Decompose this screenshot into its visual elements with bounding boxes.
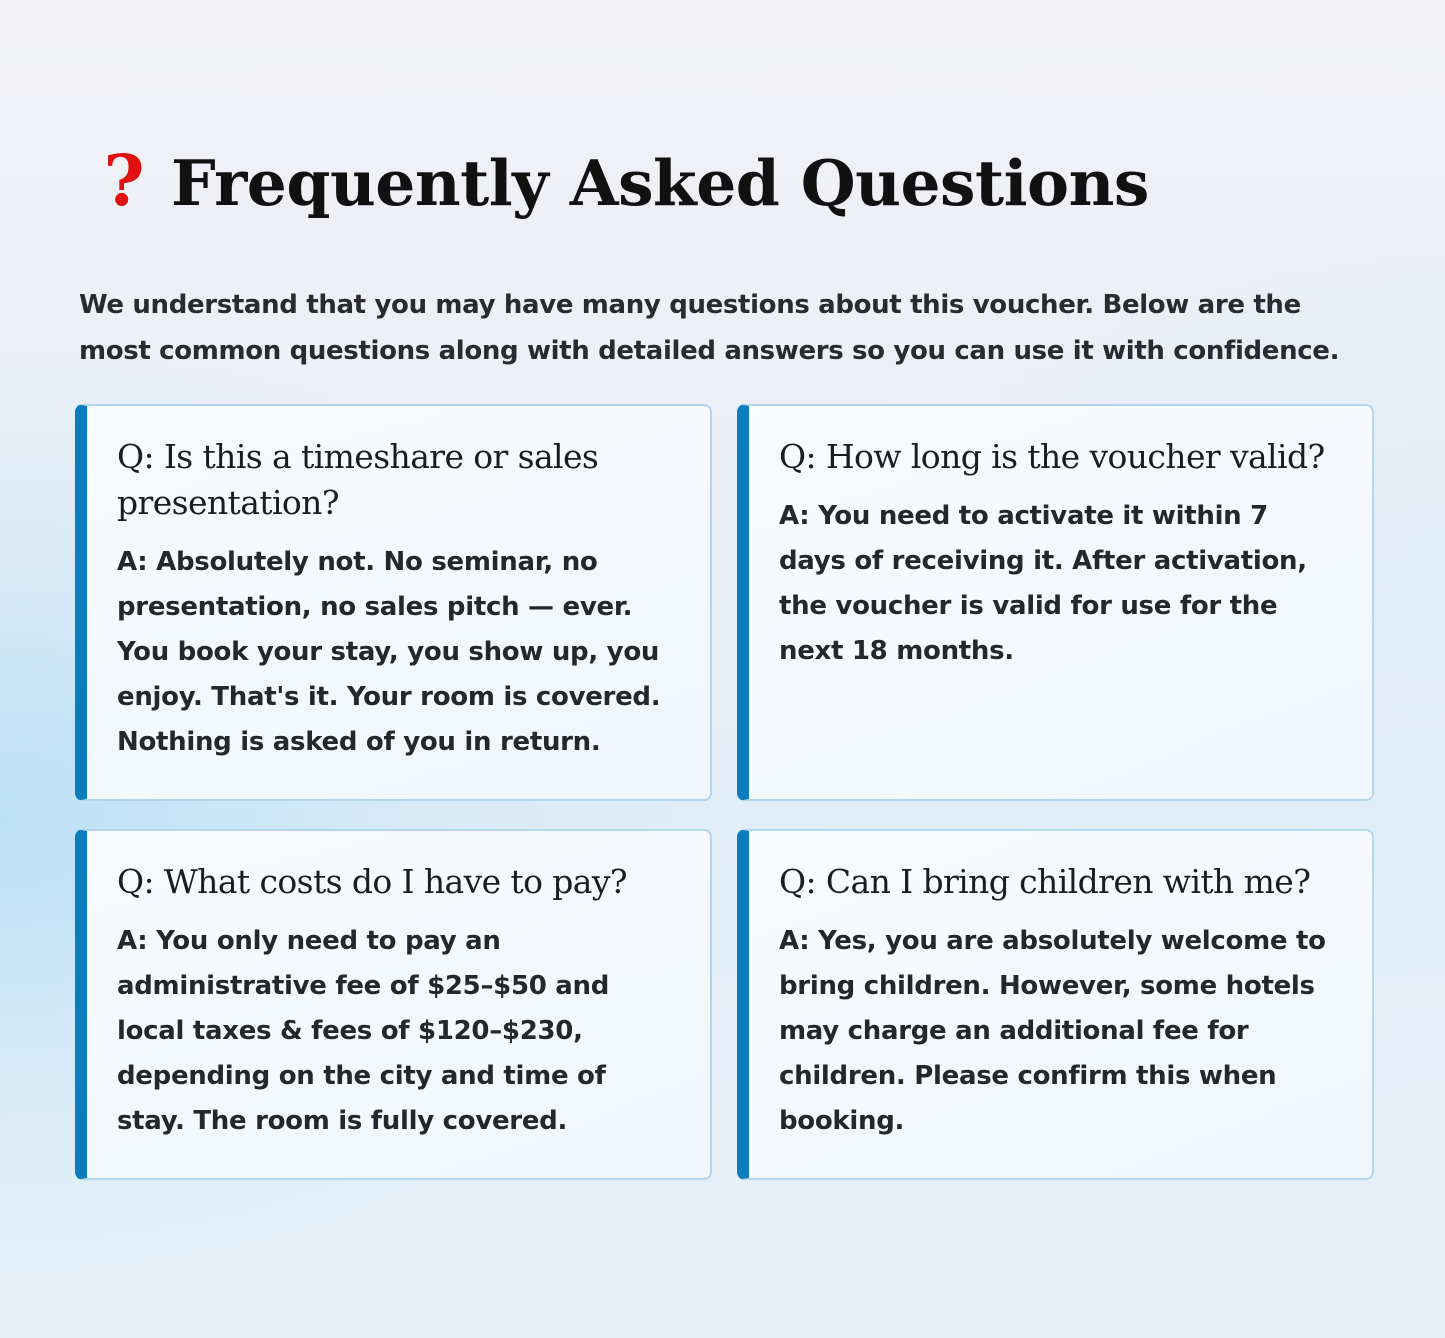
faq-question: Q: Is this a timeshare or sales presentation?: [117, 437, 599, 522]
faq-answer: A: You only need to pay an administrative fee of $25–$50 and local taxes & fees of $120–$230, depending on the city and time of stay. The room is fully covered.: [117, 926, 610, 1136]
faq-question: Q: Can I bring children with me?: [779, 862, 1311, 901]
faq-card-timeshare: [75, 404, 712, 801]
intro-text: We understand that you may have many questions about this voucher. Below are the most common questions along with detailed answers so you can use it with confidence.: [79, 290, 1340, 366]
faq-answer: A: Yes, you are absolutely welcome to bring children. However, some hotels may charge an additional fee for children. Please confirm this when booking.: [779, 926, 1326, 1136]
faq-answer: A: Absolutely not. No seminar, no presentation, no sales pitch — ever. You book your stay, you show up, you enjoy. That's it. Your room is covered. Nothing is asked of you in return.: [117, 547, 661, 757]
faq-card-validity: [737, 404, 1374, 801]
page-title: [95, 138, 1149, 228]
faq-answer: A: You need to activate it within 7 days of receiving it. After activation, the voucher is valid for use for the next 18 months.: [779, 501, 1307, 666]
faq-question: Q: How long is the voucher valid?: [779, 437, 1325, 476]
faq-card-costs: [75, 829, 712, 1180]
page-title-text: Frequently Asked Questions: [171, 145, 1149, 220]
question-mark-icon: ?: [103, 139, 145, 222]
faq-question: Q: What costs do I have to pay?: [117, 862, 627, 901]
faq-card-children: [737, 829, 1374, 1180]
